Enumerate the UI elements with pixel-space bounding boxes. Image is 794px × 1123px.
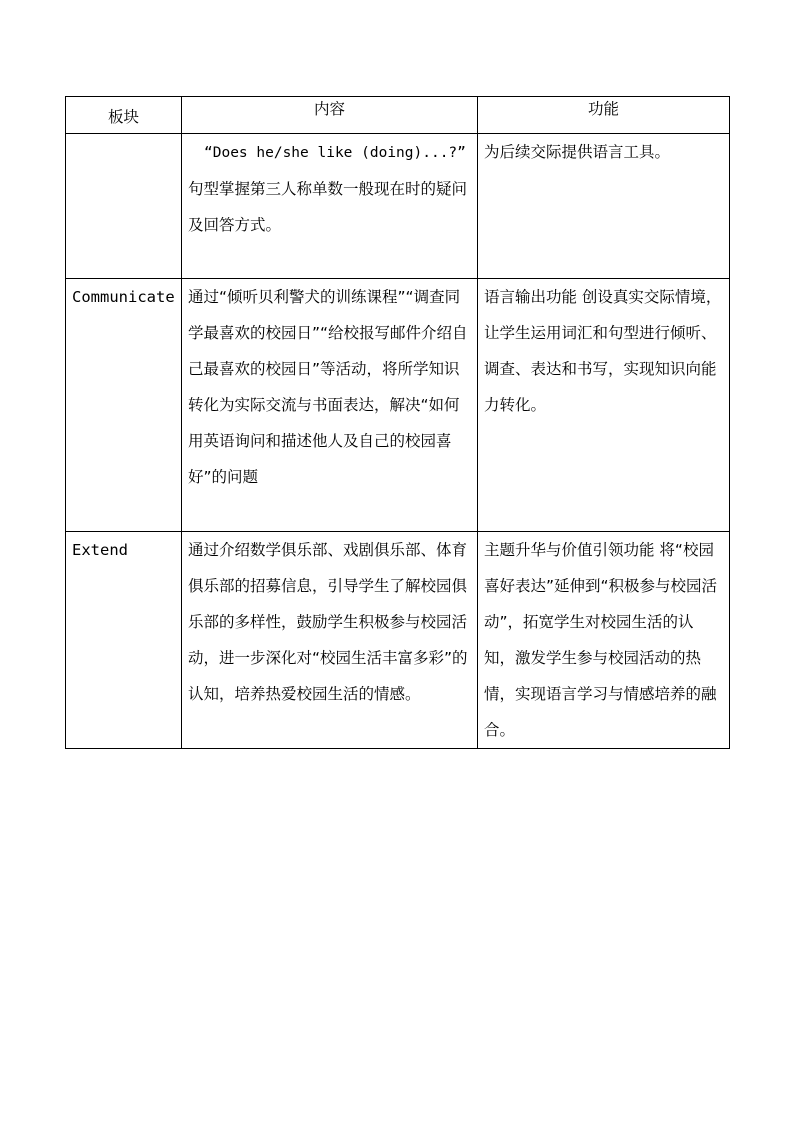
row-function-cell: 为后续交际提供语言工具。 [478,134,730,279]
table-row [66,532,730,749]
row-module-cell [66,134,182,279]
table-row [66,134,730,279]
row-module-cell: Communicate [66,279,182,532]
header-function: 功能 [478,97,730,134]
row-module-cell: Extend [66,532,182,749]
content-table [65,96,730,749]
table-header-row [66,97,730,134]
header-module: 板块 [66,97,182,134]
row-function-cell: 语言输出功能 创设真实交际情境，让学生运用词汇和句型进行倾听、调查、表达和书写，实现知识向能力转化。 [478,279,730,532]
row-content-cell: 通过介绍数学俱乐部、戏剧俱乐部、体育俱乐部的招募信息，引导学生了解校园俱乐部的多样性，鼓励学生积极参与校园活动，进一步深化对“校园生活丰富多彩”的认知，培养热爱校园生活的情感。 [182,532,478,749]
content-text: 句型掌握第三人称单数一般现在时的疑问及回答方式。 [188,180,468,234]
header-content: 内容 [182,97,478,134]
row-content-cell [182,134,478,279]
table-row [66,279,730,532]
sentence-pattern: “Does he/she like (doing)...?” [204,145,466,161]
row-content-cell: 通过“倾听贝利警犬的训练课程”“调查同学最喜欢的校园日”“给校报写邮件介绍自己最喜欢的校园日”等活动，将所学知识转化为实际交流与书面表达，解决“如何用英语询问和描述他人及自己的校园喜好”的问题 [182,279,478,532]
row-function-cell: 主题升华与价值引领功能 将“校园喜好表达”延伸到“积极参与校园活动”，拓宽学生对校园生活的认知，激发学生参与校园活动的热情，实现语言学习与情感培养的融合。 [478,532,730,749]
